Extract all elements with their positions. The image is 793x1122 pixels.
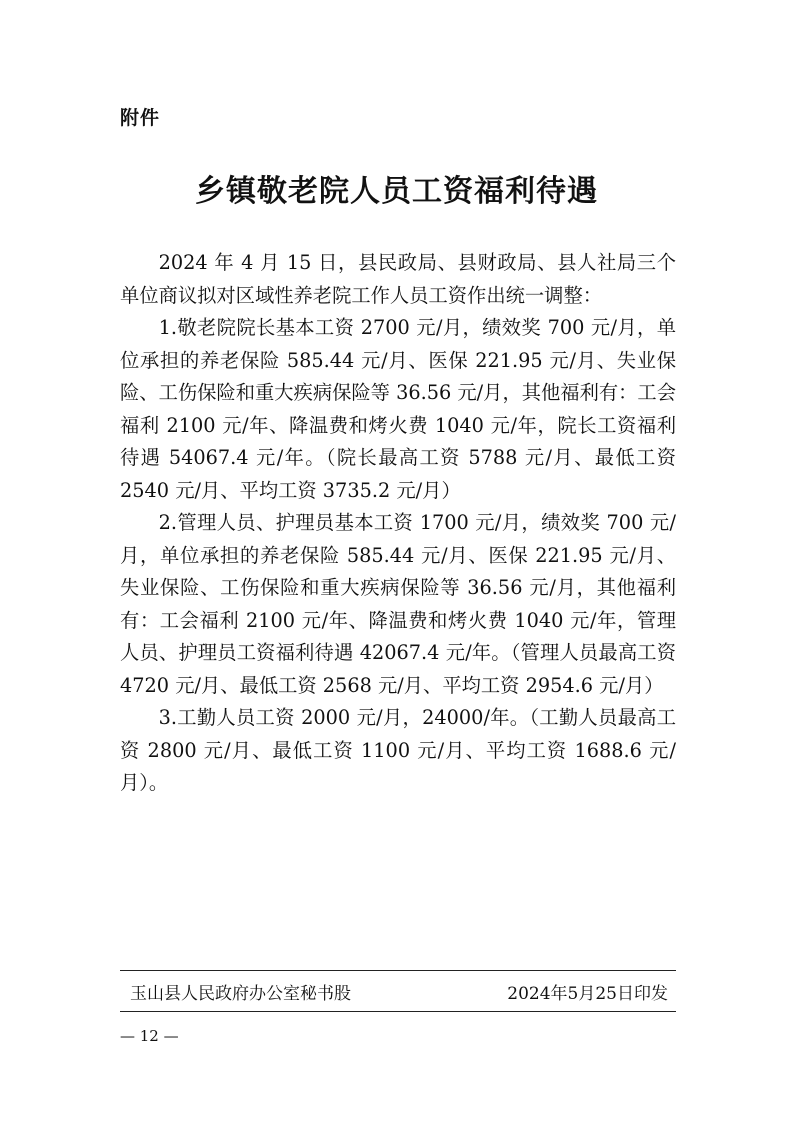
issuer-office: 玉山县人民政府办公室秘书股 bbox=[130, 984, 351, 1004]
paragraph-workers: 3.工勤人员工资 2000 元/月，24000/年。（工勤人员最高工资 2800 元/月、最低工资 1100 元/月、平均工资 1688.6 元/月）。 bbox=[120, 706, 676, 794]
document-title: 乡镇敬老院人员工资福利待遇 bbox=[195, 174, 598, 209]
paragraph-intro: 2024 年 4 月 15 日，县民政局、县财政局、县人社局三个单位商议拟对区域性养老院工作人员工资作出统一调整： bbox=[120, 251, 676, 307]
issuance-footer bbox=[120, 970, 676, 1012]
page-number: — 12 — bbox=[120, 1027, 179, 1045]
paragraph-director: 1.敬老院院长基本工资 2700 元/月，绩效奖 700 元/月，单位承担的养老保险 585.44 元/月、医保 221.95 元/月、失业保险、工伤保险和重大疾病保险等 36.56 元/月，其他福利有：工会福利 2100 元/年、降温费和烤火费 1040 元/年，院长工资福利待遇 54067.4 元/年。（院长最高工资 5788 元/月、最低工资 2540 元/月、平均工资 3735.2 元/月） bbox=[120, 316, 676, 502]
document-body bbox=[120, 247, 676, 800]
attachment-label: 附件 bbox=[120, 107, 161, 129]
paragraph-staff: 2.管理人员、护理员基本工资 1700 元/月，绩效奖 700 元/月，单位承担的养老保险 585.44 元/月、医保 221.95 元/月、失业保险、工伤保险和重大疾病保险等 36.56 元/月，其他福利有：工会福利 2100 元/年、降温费和烤火费 1040 元/年，管理人员、护理员工资福利待遇 42067.4 元/年。（管理人员最高工资 4720 元/月、最低工资 2568 元/月、平均工资 2954.6 元/月） bbox=[120, 511, 676, 697]
print-date: 2024年5月25日印发 bbox=[507, 984, 668, 1004]
